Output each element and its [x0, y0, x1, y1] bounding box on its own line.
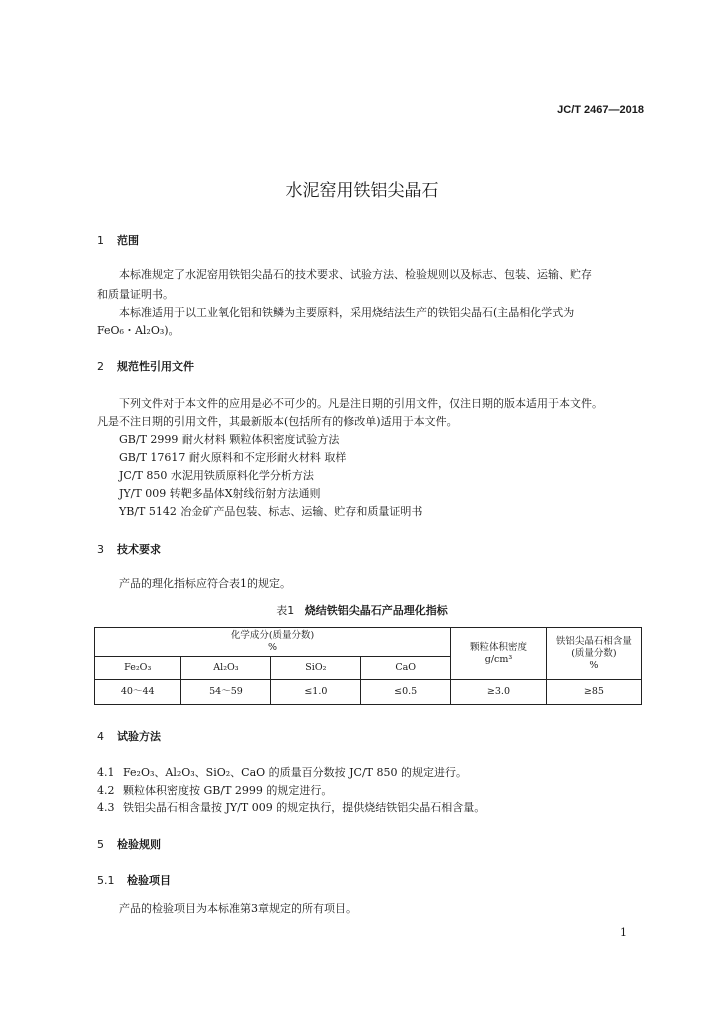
- standard-number: JC/T 2467—2018: [557, 104, 644, 116]
- reference-item: JC/T 850 水泥用铁质原料化学分析方法: [119, 469, 314, 482]
- table-cell: 40～44: [95, 680, 181, 705]
- section-5-heading: [97, 836, 161, 852]
- header-unit: %: [268, 642, 278, 653]
- table-title: 烧结铁铝尖晶石产品理化指标: [304, 604, 448, 617]
- section-3-heading: [97, 541, 161, 557]
- document-title: 水泥窑用铁铝尖晶石: [285, 181, 439, 201]
- table-row: [95, 680, 642, 705]
- section-title: 试验方法: [117, 730, 161, 743]
- header-text: 颗粒体积密度: [469, 641, 527, 653]
- reference-item: YB/T 5142 冶金矿产品包装、标志、运输、贮存和质量证明书: [119, 505, 423, 518]
- section-2-heading: [97, 358, 194, 374]
- reference-item: GB/T 17617 耐火原料和不定形耐火材料 取样: [119, 451, 347, 464]
- table-caption: [0, 602, 724, 618]
- paragraph-line: 本标准规定了水泥窑用铁铝尖晶石的技术要求、试验方法、检验规则以及标志、包装、运输、贮存: [119, 268, 592, 281]
- paragraph-line: 下列文件对于本文件的应用是必不可少的。凡是注日期的引用文件，仅注日期的版本适用于本文件。: [119, 397, 603, 410]
- col-header: Al₂O₃: [181, 657, 271, 680]
- table-cell: ≥85: [546, 680, 641, 705]
- clause-number: 4.2: [97, 784, 115, 797]
- col-header: CaO: [361, 657, 451, 680]
- section-number: 5: [97, 838, 104, 851]
- clause-text: 铁铝尖晶石相含量按 JY/T 009 的规定执行，提供烧结铁铝尖晶石相含量。: [123, 801, 486, 814]
- clause-item: [97, 782, 332, 798]
- section-title: 检验规则: [117, 838, 161, 851]
- clause-item: [97, 764, 467, 780]
- header-text: (质量分数): [571, 647, 617, 659]
- clause-text: 颗粒体积密度按 GB/T 2999 的规定进行。: [123, 784, 333, 797]
- col-header: Fe₂O₃: [95, 657, 181, 680]
- section-4-heading: [97, 728, 161, 744]
- paragraph-line: 产品的检验项目为本标准第3章规定的所有项目。: [119, 902, 357, 915]
- section-title: 规范性引用文件: [117, 360, 194, 373]
- col-header: SiO₂: [271, 657, 361, 680]
- clause-number: 4.3: [97, 801, 115, 814]
- section-title: 技术要求: [117, 543, 161, 556]
- header-unit: g/cm³: [484, 653, 513, 665]
- reference-item: GB/T 2999 耐火材料 颗粒体积密度试验方法: [119, 433, 340, 446]
- page-number: 1: [620, 926, 627, 939]
- subsection-title: 检验项目: [127, 874, 171, 887]
- table-number: 表1: [276, 604, 295, 617]
- section-number: 1: [97, 234, 104, 247]
- table-cell: ≥3.0: [451, 680, 547, 705]
- table-cell: ≤0.5: [361, 680, 451, 705]
- table-cell: 54～59: [181, 680, 271, 705]
- paragraph-line: 本标准适用于以工业氧化铝和铁鳞为主要原料，采用烧结法生产的铁铝尖晶石(主晶相化学式为: [119, 306, 575, 319]
- clause-number: 4.1: [97, 766, 115, 779]
- paragraph-line: 产品的理化指标应符合表1的规定。: [119, 577, 291, 590]
- reference-item: JY/T 009 转靶多晶体X射线衍射方法通则: [119, 487, 321, 500]
- clause-text: Fe₂O₃、Al₂O₃、SiO₂、CaO 的质量百分数按 JC/T 850 的规定进行。: [123, 766, 468, 779]
- paragraph-line: 凡是不注日期的引用文件，其最新版本(包括所有的修改单)适用于本文件。: [97, 415, 458, 428]
- density-header: [451, 628, 547, 680]
- clause-item: [97, 799, 485, 815]
- table-header-row: [95, 628, 642, 657]
- section-1-heading: [97, 232, 139, 248]
- section-number: 4: [97, 730, 104, 743]
- subsection-heading: [97, 872, 171, 888]
- table-cell: ≤1.0: [271, 680, 361, 705]
- section-number: 2: [97, 360, 104, 373]
- header-text: 铁铝尖晶石相含量: [555, 635, 632, 647]
- spec-table: [94, 627, 642, 705]
- section-number: 3: [97, 543, 104, 556]
- subsection-number: 5.1: [97, 874, 115, 887]
- paragraph-line: FeO₆・Al₂O₃)。: [97, 324, 180, 337]
- spinel-content-header: [546, 628, 641, 680]
- paragraph-line: 和质量证明书。: [97, 288, 174, 301]
- chemical-composition-header: [95, 628, 451, 657]
- section-title: 范围: [117, 234, 139, 247]
- header-unit: %: [589, 659, 599, 671]
- header-text: 化学成分(质量分数): [230, 630, 315, 641]
